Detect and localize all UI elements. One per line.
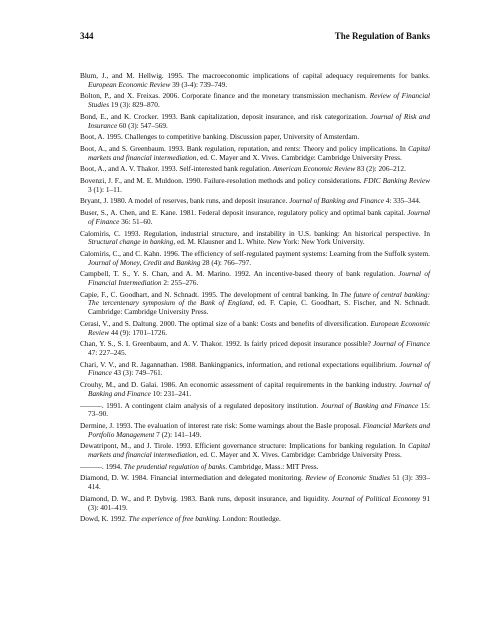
- reference-entry: [80, 230, 430, 247]
- reference-text: Dowd, K. 1992.: [80, 514, 129, 524]
- reference-entry: [80, 320, 430, 337]
- reference-details: , ed. C. Mayer and X. Vives. Cambridge: Cambridge University Press.: [196, 450, 402, 460]
- reference-entry: [80, 463, 430, 472]
- reference-source-title: The future of central banking: The tercentenary symposium of the Bank of England: [88, 289, 431, 308]
- reference-details: 83 (2): 206–212.: [355, 164, 406, 174]
- reference-text: Boot, A. 1995. Challenges to competitive banking. Discussion paper, University of Amsterdam.: [80, 132, 360, 142]
- reference-entry: [80, 381, 430, 398]
- reference-text: Dewatripont, M., and J. Tirole. 1993. Efficient governance structure: Implications for banking regulation. In: [80, 441, 409, 451]
- reference-details: 15: 73–90.: [88, 400, 430, 419]
- reference-entry: [80, 250, 430, 267]
- reference-details: 47: 227–245.: [88, 347, 127, 357]
- reference-entry: [80, 495, 430, 512]
- reference-entry: [80, 133, 430, 142]
- reference-text: Boot, A., and S. Greenbaum. 1993. Bank regulation, reputation, and rents: Theory and policy implications. In: [80, 143, 409, 153]
- reference-text: Bond, E., and K. Crocker. 1993. Bank capitalization, deposit insurance, and risk categorization.: [80, 111, 371, 121]
- reference-text: Blum, J., and M. Hellwig. 1995. The macroeconomic implications of capital adequacy requirements for banks.: [80, 71, 430, 80]
- reference-source-title: American Economic Review: [272, 164, 356, 174]
- reference-details: 28 (4): 766–797.: [200, 257, 252, 267]
- reference-source-title: Journal of Banking and Finance: [289, 196, 384, 206]
- reference-text: Boot, A., and A. V. Thakor. 1993. Self-interested bank regulation.: [80, 164, 273, 174]
- reference-details: 10: 231–241.: [150, 388, 192, 398]
- reference-details: 51 (3): 393–414.: [88, 473, 430, 492]
- reference-text: Calomiris, C. 1993. Regulation, industrial structure, and instability in U.S. banking: An historical perspective. In: [80, 228, 430, 238]
- reference-details: 4: 335–344.: [383, 196, 421, 206]
- reference-text: Crouhy, M., and D. Galai. 1986. An economic assessment of capital requirements in the banking industry.: [80, 380, 400, 390]
- reference-source-title: European Economic Review: [88, 79, 171, 89]
- reference-details: 91 (3): 401–419.: [88, 493, 430, 512]
- reference-text: Buser, S., A. Chen, and E. Kane. 1981. Federal deposit insurance, regulatory policy and optimal bank capital.: [80, 208, 408, 218]
- reference-text: Bryant, J. 1980. A model of reserves, bank runs, and deposit insurance.: [80, 196, 290, 206]
- reference-entry: [80, 291, 430, 317]
- reference-text: Campbell, T. S., Y. S. Chan, and A. M. Marino. 1992. An incentive-based theory of bank regulation.: [80, 269, 399, 279]
- reference-source-title: Capital markets and financial intermediation: [88, 441, 430, 460]
- reference-details: 2: 255–276.: [161, 278, 199, 288]
- reference-entry: [80, 422, 430, 439]
- reference-entry: [80, 402, 430, 419]
- reference-text: Calomiris, C., and C. Kahn. 1996. The efficiency of self-regulated payment systems: Learning from the Suffolk system.: [80, 248, 430, 258]
- reference-source-title: Capital markets and financial intermediation: [88, 143, 430, 162]
- reference-entry: [80, 177, 430, 194]
- reference-entry: [80, 72, 430, 89]
- reference-source-title: The experience of free banking: [128, 514, 219, 524]
- reference-entry: [80, 165, 430, 174]
- reference-source-title: Journal of Finance: [88, 208, 430, 226]
- reference-entry: [80, 145, 430, 162]
- reference-source-title: European Economic Review: [88, 318, 430, 337]
- reference-text: Diamond, D. W. 1984. Financial intermediation and delegated monitoring.: [80, 473, 306, 483]
- reference-source-title: Journal of Finance: [88, 359, 431, 378]
- running-title: The Regulation of Banks: [334, 31, 430, 41]
- reference-details: 7 (2): 141–149.: [154, 429, 202, 439]
- reference-text: Diamond, D. W., and P. Dybvig. 1983. Bank runs, deposit insurance, and liquidity.: [80, 493, 332, 503]
- reference-details: 3 (1): 1–11.: [88, 184, 122, 194]
- reference-entry: [80, 197, 430, 206]
- reference-source-title: FDIC Banking Review: [363, 176, 431, 186]
- reference-source-title: The prudential regulation of banks: [123, 461, 226, 471]
- reference-source-title: Journal of Political Economy: [331, 493, 421, 503]
- reference-details: , ed. C. Mayer and X. Vives. Cambridge: Cambridge University Press.: [196, 152, 402, 162]
- reference-text: ———. 1991. A contingent claim analysis of a regulated depository institution.: [80, 400, 321, 410]
- reference-entry: [80, 442, 430, 459]
- reference-details: 39 (3-4): 739–749.: [170, 79, 228, 89]
- reference-entry: [80, 270, 430, 287]
- reference-text: Capie, F., C. Goodhart, and N. Schnadt. 1995. The development of central banking. In: [80, 289, 341, 299]
- reference-entry: [80, 92, 430, 109]
- reference-details: . Cambridge, Mass.: MIT Press.: [225, 461, 319, 471]
- reference-source-title: Structural change in banking: [88, 237, 174, 247]
- reference-entry: [80, 340, 430, 357]
- reference-text: Bolton, P., and X. Freixas. 2006. Corporate finance and the monetary transmission mechanism.: [80, 91, 370, 101]
- reference-details: 19 (3): 829–870.: [109, 100, 160, 110]
- reference-source-title: Journal of Money, Credit and Banking: [88, 257, 201, 267]
- reference-source-title: Journal of Banking and Finance: [320, 400, 419, 410]
- reference-source-title: Review of Economic Studies: [305, 473, 391, 483]
- reference-entry: [80, 361, 430, 378]
- reference-source-title: Journal of Risk and Insurance: [88, 111, 431, 130]
- reference-entry: [80, 515, 430, 524]
- reference-entry: [80, 474, 430, 491]
- reference-details: 36: 51–60.: [119, 216, 153, 226]
- reference-details: 44 (9): 1701–1726.: [109, 327, 168, 337]
- reference-details: , ed. M. Klausner and L. White. New York: New York University.: [173, 237, 365, 247]
- reference-details: 60 (3): 547–569.: [117, 120, 168, 130]
- reference-source-title: Financial Markets and Portfolio Management: [88, 420, 430, 439]
- reference-text: Bovenzi, J. F., and M. E. Muldoon. 1990. Failure-resolution methods and policy considerations.: [80, 176, 364, 186]
- reference-details: 43 (3): 749–761.: [111, 368, 163, 378]
- reference-text: Chari, V. V., and R. Jagannathan. 1988. Bankingpanics, information, and retional expectations equilibrium.: [80, 359, 400, 369]
- reference-details: , ed. F. Capie, C. Goodhart, S. Fischer, and N. Schnadt. Cambridge: Cambridge University Press.: [88, 298, 430, 317]
- reference-text: Dermine, J. 1993. The evaluation of interest rate risk: Some warnings about the Basle proposal.: [80, 420, 363, 430]
- reference-list: [80, 72, 430, 527]
- reference-text: Chan, Y. S., S. I. Greenbaum, and A. V. Thakor. 1992. Is fairly priced deposit insurance possible?: [80, 339, 374, 349]
- reference-source-title: Journal of Financial Intermediation: [88, 269, 430, 288]
- reference-entry: [80, 209, 430, 226]
- reference-text: ———. 1994.: [80, 461, 124, 471]
- reference-source-title: Journal of Finance: [373, 339, 430, 349]
- reference-entry: [80, 113, 430, 130]
- page-number: 344: [80, 31, 94, 41]
- reference-details: . London: Routledge.: [218, 514, 281, 524]
- reference-source-title: Review of Financial Studies: [88, 91, 430, 110]
- reference-text: Cerasi, V., and S. Daltung. 2000. The optimal size of a bank: Costs and benefits of diversification.: [80, 318, 371, 328]
- reference-source-title: Journal of Banking and Finance: [88, 380, 430, 398]
